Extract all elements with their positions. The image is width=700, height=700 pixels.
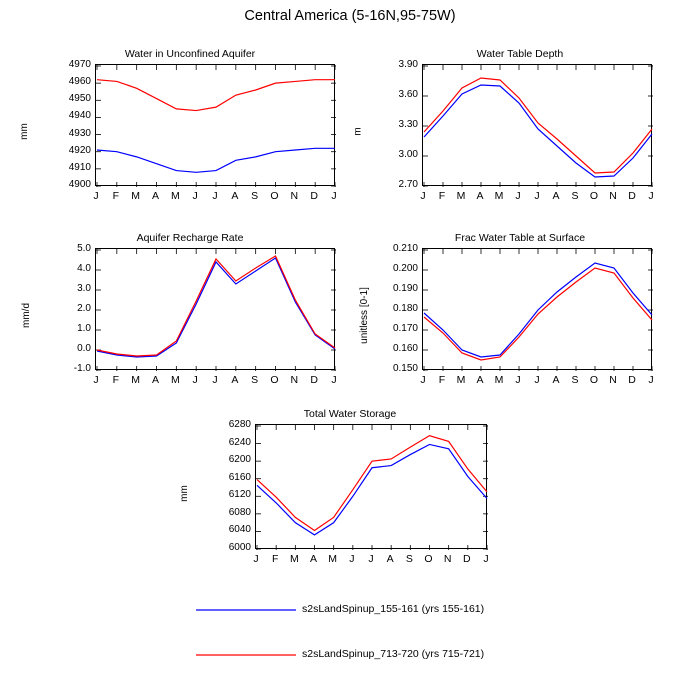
x-tick-label: A bbox=[231, 374, 239, 386]
y-axis-label: mm bbox=[18, 123, 30, 140]
panel-water-table-depth bbox=[352, 48, 680, 208]
x-tick-label: M bbox=[131, 374, 141, 386]
x-tick-label: J bbox=[515, 190, 521, 202]
x-tick-label: A bbox=[231, 190, 239, 202]
x-tick-label: J bbox=[93, 190, 99, 202]
y-tick-label: 4.0 bbox=[77, 263, 91, 274]
plot-area bbox=[95, 248, 335, 370]
x-tick-label: J bbox=[93, 374, 99, 386]
x-tick-label: S bbox=[571, 190, 579, 202]
x-tick-label: J bbox=[483, 553, 489, 565]
panel-water-in-unconfined-aquifer bbox=[18, 48, 350, 208]
x-tick-label: M bbox=[328, 553, 338, 565]
x-tick-label: J bbox=[648, 374, 654, 386]
x-tick-label: A bbox=[476, 374, 484, 386]
panel-aquifer-recharge-rate bbox=[21, 232, 350, 392]
y-tick-label: 4940 bbox=[68, 110, 91, 122]
x-tick-label: O bbox=[270, 190, 279, 202]
panel-total-water-storage bbox=[178, 408, 510, 578]
y-tick-label: 2.70 bbox=[398, 179, 418, 190]
data-series-line bbox=[97, 148, 335, 172]
chart-svg bbox=[423, 249, 653, 371]
x-tick-label: J bbox=[368, 553, 374, 565]
x-tick-label: N bbox=[290, 190, 299, 202]
y-axis-label: mm bbox=[178, 485, 190, 502]
chart-svg bbox=[96, 249, 336, 371]
x-tick-label: J bbox=[253, 553, 259, 565]
y-tick-label: 6240 bbox=[228, 436, 251, 448]
y-tick-label: 3.60 bbox=[398, 89, 418, 100]
x-tick-label: J bbox=[212, 374, 218, 386]
x-tick-label: O bbox=[589, 374, 599, 386]
x-tick-label: N bbox=[609, 374, 617, 386]
data-series-line bbox=[257, 436, 487, 531]
chart-title: Total Water Storage bbox=[303, 408, 397, 420]
y-axis-label: m bbox=[352, 127, 364, 136]
y-tick-label: 3.0 bbox=[77, 283, 91, 294]
x-tick-label: M bbox=[494, 190, 504, 202]
y-tick-label: 0.180 bbox=[392, 303, 418, 314]
x-tick-label: F bbox=[438, 374, 446, 386]
x-tick-label: M bbox=[456, 190, 466, 202]
y-tick-label: 1.0 bbox=[77, 323, 91, 334]
chart-title: Water in Unconfined Aquifer bbox=[124, 48, 256, 60]
y-tick-label: 0.190 bbox=[392, 283, 418, 294]
x-tick-label: A bbox=[552, 190, 560, 202]
x-tick-label: D bbox=[463, 553, 471, 565]
x-tick-label: A bbox=[151, 374, 159, 386]
x-tick-label: F bbox=[112, 190, 120, 202]
data-series-line bbox=[257, 444, 487, 534]
chart-title: Water Table Depth bbox=[476, 48, 564, 60]
chart-svg bbox=[256, 425, 488, 550]
x-tick-label: A bbox=[386, 553, 394, 565]
x-tick-label: J bbox=[420, 190, 426, 202]
y-tick-label: 3.90 bbox=[398, 59, 418, 70]
x-tick-label: F bbox=[112, 374, 120, 386]
y-tick-label: 4970 bbox=[68, 59, 91, 70]
y-tick-label: 2.0 bbox=[77, 303, 91, 314]
x-tick-label: M bbox=[456, 374, 466, 386]
y-tick-label: 4950 bbox=[68, 93, 91, 105]
x-tick-label: D bbox=[310, 374, 318, 386]
chart-title: Aquifer Recharge Rate bbox=[136, 232, 244, 244]
data-series-line bbox=[424, 78, 652, 173]
x-tick-label: M bbox=[494, 374, 504, 386]
y-tick-label: 6040 bbox=[228, 524, 251, 536]
x-tick-label: N bbox=[609, 190, 617, 202]
x-tick-label: S bbox=[251, 190, 259, 202]
legend-label-series1: s2sLandSpinup_155-161 (yrs 155-161) bbox=[302, 603, 485, 615]
y-tick-label: 5.0 bbox=[77, 243, 91, 254]
x-tick-label: D bbox=[310, 190, 318, 202]
x-tick-label: J bbox=[349, 553, 355, 565]
y-tick-label: 0.170 bbox=[392, 323, 418, 334]
x-tick-label: J bbox=[192, 190, 198, 202]
x-tick-label: J bbox=[648, 190, 654, 202]
y-tick-label: 3.30 bbox=[398, 119, 418, 130]
y-tick-label: 4920 bbox=[68, 144, 91, 156]
y-tick-label: 6200 bbox=[228, 454, 251, 466]
y-tick-label: 4900 bbox=[68, 179, 91, 190]
x-tick-label: M bbox=[131, 190, 141, 202]
x-tick-label: D bbox=[628, 190, 636, 202]
chart-svg bbox=[96, 65, 336, 187]
chart-svg bbox=[423, 65, 653, 187]
y-tick-label: 0.200 bbox=[392, 263, 418, 274]
x-tick-label: J bbox=[420, 374, 426, 386]
y-tick-label: -1.0 bbox=[73, 363, 91, 374]
y-axis-label: unitless [0-1] bbox=[358, 287, 370, 344]
y-tick-label: 6080 bbox=[228, 506, 251, 518]
x-tick-label: S bbox=[251, 374, 259, 386]
y-tick-label: 0.150 bbox=[392, 363, 418, 374]
x-tick-label: J bbox=[331, 190, 337, 202]
y-tick-label: 0.210 bbox=[392, 243, 418, 254]
x-tick-label: J bbox=[331, 374, 337, 386]
data-series-line bbox=[424, 85, 652, 177]
x-tick-label: J bbox=[192, 374, 198, 386]
x-tick-label: A bbox=[309, 553, 317, 565]
x-tick-label: N bbox=[443, 553, 452, 565]
y-tick-label: 3.00 bbox=[398, 149, 418, 160]
y-tick-label: 6160 bbox=[228, 471, 251, 483]
y-tick-label: 4930 bbox=[68, 127, 91, 139]
plot-area bbox=[255, 424, 487, 549]
x-tick-label: S bbox=[405, 553, 413, 565]
x-tick-label: M bbox=[170, 190, 180, 202]
x-tick-label: S bbox=[571, 374, 579, 386]
y-axis-label: mm/d bbox=[21, 303, 32, 328]
x-tick-label: M bbox=[170, 374, 180, 386]
y-tick-label: 4960 bbox=[68, 76, 91, 88]
plot-area bbox=[422, 64, 652, 186]
y-tick-label: 0.0 bbox=[77, 343, 91, 354]
x-tick-label: A bbox=[151, 190, 159, 202]
data-series-line bbox=[97, 80, 335, 111]
page-title: Central America (5-16N,95-75W) bbox=[244, 8, 456, 24]
y-tick-label: 6120 bbox=[228, 489, 251, 501]
legend-swatch-series2 bbox=[196, 653, 296, 657]
legend-swatch-series1 bbox=[196, 608, 296, 612]
x-tick-label: O bbox=[589, 190, 599, 202]
x-tick-label: D bbox=[628, 374, 636, 386]
plot-area bbox=[95, 64, 335, 186]
y-tick-label: 4910 bbox=[68, 161, 91, 173]
x-tick-label: A bbox=[552, 374, 560, 386]
chart-title: Frac Water Table at Surface bbox=[454, 232, 586, 244]
x-tick-label: N bbox=[290, 374, 299, 386]
x-tick-label: F bbox=[271, 553, 279, 565]
plot-area bbox=[422, 248, 652, 370]
x-tick-label: J bbox=[534, 374, 540, 386]
x-tick-label: J bbox=[212, 190, 218, 202]
x-tick-label: O bbox=[270, 374, 279, 386]
y-tick-label: 6280 bbox=[228, 419, 251, 430]
x-tick-label: J bbox=[534, 190, 540, 202]
x-tick-label: M bbox=[289, 553, 299, 565]
x-tick-label: F bbox=[438, 190, 446, 202]
x-tick-label: O bbox=[424, 553, 433, 565]
legend-label-series2: s2sLandSpinup_713-720 (yrs 715-721) bbox=[302, 648, 485, 660]
y-tick-label: 6000 bbox=[228, 542, 251, 553]
x-tick-label: A bbox=[476, 190, 484, 202]
x-tick-label: J bbox=[515, 374, 521, 386]
panel-frac-water-table-at-surface bbox=[360, 232, 680, 392]
y-tick-label: 0.160 bbox=[392, 343, 418, 354]
data-series-line bbox=[97, 256, 335, 356]
